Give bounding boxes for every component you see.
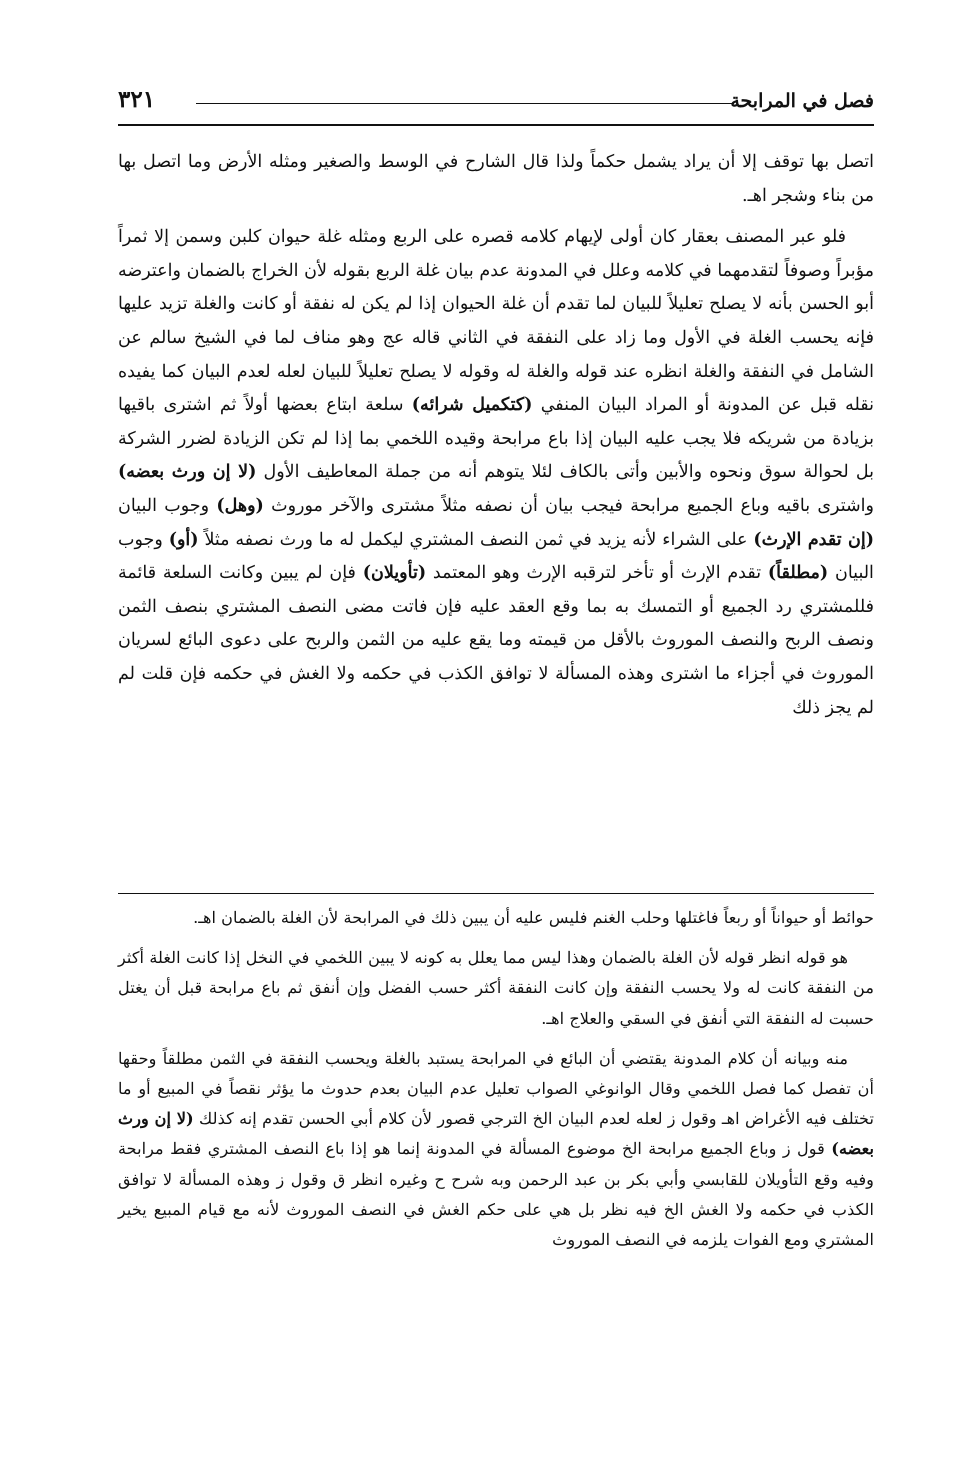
matn-quote: (لا إن ورث بعضه) <box>118 462 257 483</box>
note-paragraph-3 <box>118 1044 874 1255</box>
text-run: واشترى باقيه وباع الجميع مرابحة فيجب بيان أن نصفه مثلاً مشترى والآخر موروث <box>271 495 874 516</box>
marginal-notes <box>118 903 874 1265</box>
matn-quote: (مطلقاً) <box>767 563 829 584</box>
matn-quote: (إن تقدم الإرث) <box>753 529 874 550</box>
matn-quote: (كتكميل شرائه) <box>411 395 533 416</box>
page-number: ٣٢١ <box>118 86 156 113</box>
matn-quote: (وهل) <box>216 495 264 516</box>
note-paragraph-2: هو قوله انظر قوله لأن الغلة بالضمان وهذا ليس مما يعلل به كونه لا يبين اللخمي في النخل إذا كانت الغلة أكثر من النفقة كانت له ولا يحسب النفقة وإن كانت النفقة أكثر حسب الفضل وإن أنفق ثم باع مرابحة قبل أن يغتل حسبت له النفقة التي أنفق في السقي والعلاج اهـ. <box>118 948 874 1028</box>
matn-quote: (لا إن ورث بعضه) <box>118 1109 874 1159</box>
chapter-title: فصل في المرابحة <box>730 90 874 112</box>
running-header <box>118 86 874 126</box>
text-run: وجوب البيان <box>118 529 874 584</box>
footnote-separator <box>118 893 874 894</box>
matn-quote: (أو) <box>168 529 199 550</box>
main-paragraph-1: اتصل بها توقف إلا أن يراد يشمل حكماً ولذا قال الشارح في الوسط والصغير ومثله الأرض وما اتصل بها من بناء وشجر اهـ. <box>118 152 874 206</box>
text-run: فإن لم يبين وكانت السلعة قائمة فللمشتري رد الجميع أو التمسك به بما وقع العقد عليه فإن فاتت مضى النصف المشتري بنصف الثمن ونصف الربح والنصف الموروث بالأقل من قيمته وما يقع عليه من الثمن والربح على دعوى البائع لسريان الموروث في أجزاء ما اشترى وهذه المسألة لا توافق الكذب في حكمه ولا الغش في حكمه فإن قلت لم لم يجز ذلك <box>118 563 874 718</box>
header-leader-line <box>196 103 734 104</box>
text-run: وجوب البيان <box>118 495 210 516</box>
matn-quote: (تأويلان) <box>362 563 427 584</box>
text-run: قول ز وباع الجميع مرابحة الخ موضوع المسألة في المدونة إنما هو إذا باع النصف المشتري فقط مرابحة وفيه وقع التأويلان للقابسي وأبي بكر بن عبد الرحمن وبه شرح ح وغيره انظر ق وقول ز وهذه المسألة لا توافق الكذب في حكمه ولا الغش الخ فيه نظر بل هي على حكم الغش في النصف الموروث لأنه مع قيام المبيع يخير المشتري ومع الفوات يلزمه في النصف الموروث <box>118 1139 874 1250</box>
text-run: تقدم الإرث أو تأخر لترقبه الإرث وهو المعتمد <box>432 563 762 584</box>
note-paragraph-1: حوائط أو حيواناً أو ربعاً فاغتلها وحلب الغنم فليس عليه أن يبين ذلك في المرابحة لأن الغلة بالضمان اهـ. <box>193 908 874 927</box>
text-run: على الشراء لأنه يزيد في ثمن النصف المشتري ليكمل له ما ورث نصفه مثلاً <box>204 529 748 550</box>
header-rule <box>118 124 874 126</box>
main-text <box>118 146 874 733</box>
main-paragraph-2 <box>118 221 874 725</box>
text-run: فلو عبر المصنف بعقار كان أولى لإيهام كلامه قصره على الربع ومثله غلة حيوان كلبن وسمن إلا ثمراً مؤبراً وصوفاً لتقدمهما في كلامه وعلل في المدونة عدم بيان غلة الربع بقوله لأن الخراج بالضمان واعترضه أبو الحسن بأنه لا يصلح تعليلاً للبيان لما تقدم أن غلة الحيوان إذا لم يكن له نفقة أو كانت والغلة تزيد عليها فإنه يحسب الغلة في الأول وما زاد على النفقة في الثاني قاله عج وهو مناف لما في الشيخ سالم عن الشامل في النفقة والغلة انظره عند قوله والغلة له وقوله لا يصلح تعليلاً للبيان لعله لعدم البيان كما يفيده نقله قبل عن المدونة أو المراد البيان المنفي <box>118 227 874 416</box>
text-run: سلعة ابتاع بعضها أولاً ثم اشترى باقيها بزيادة من شريكه فلا يجب عليه البيان إذا باع مرابحة وقيده اللخمي بما إذا لم تكن الزيادة لضرر الشركة بل لحوالة سوق ونحوه والأبين وأتى بالكاف لئلا يتوهم أنه من جملة المعاطيف الأول <box>118 395 874 483</box>
text-run: منه وبيانه أن كلام المدونة يقتضي أن البائع في المرابحة يستبد بالغلة ويحسب النفقة في الثمن مطلقاً وحقها أن تفصل كما فصل اللخمي وقال الوانوغي الصواب تعليل عدم البيان بعدم حدوث ما يؤثر نقصاً في المبيع أو ما تختلف فيه الأغراض اهـ وقول ز لعله لعدم البيان الخ الترجي قصور لأن كلام أبي الحسن تقدم إنه كذلك <box>118 1048 874 1129</box>
